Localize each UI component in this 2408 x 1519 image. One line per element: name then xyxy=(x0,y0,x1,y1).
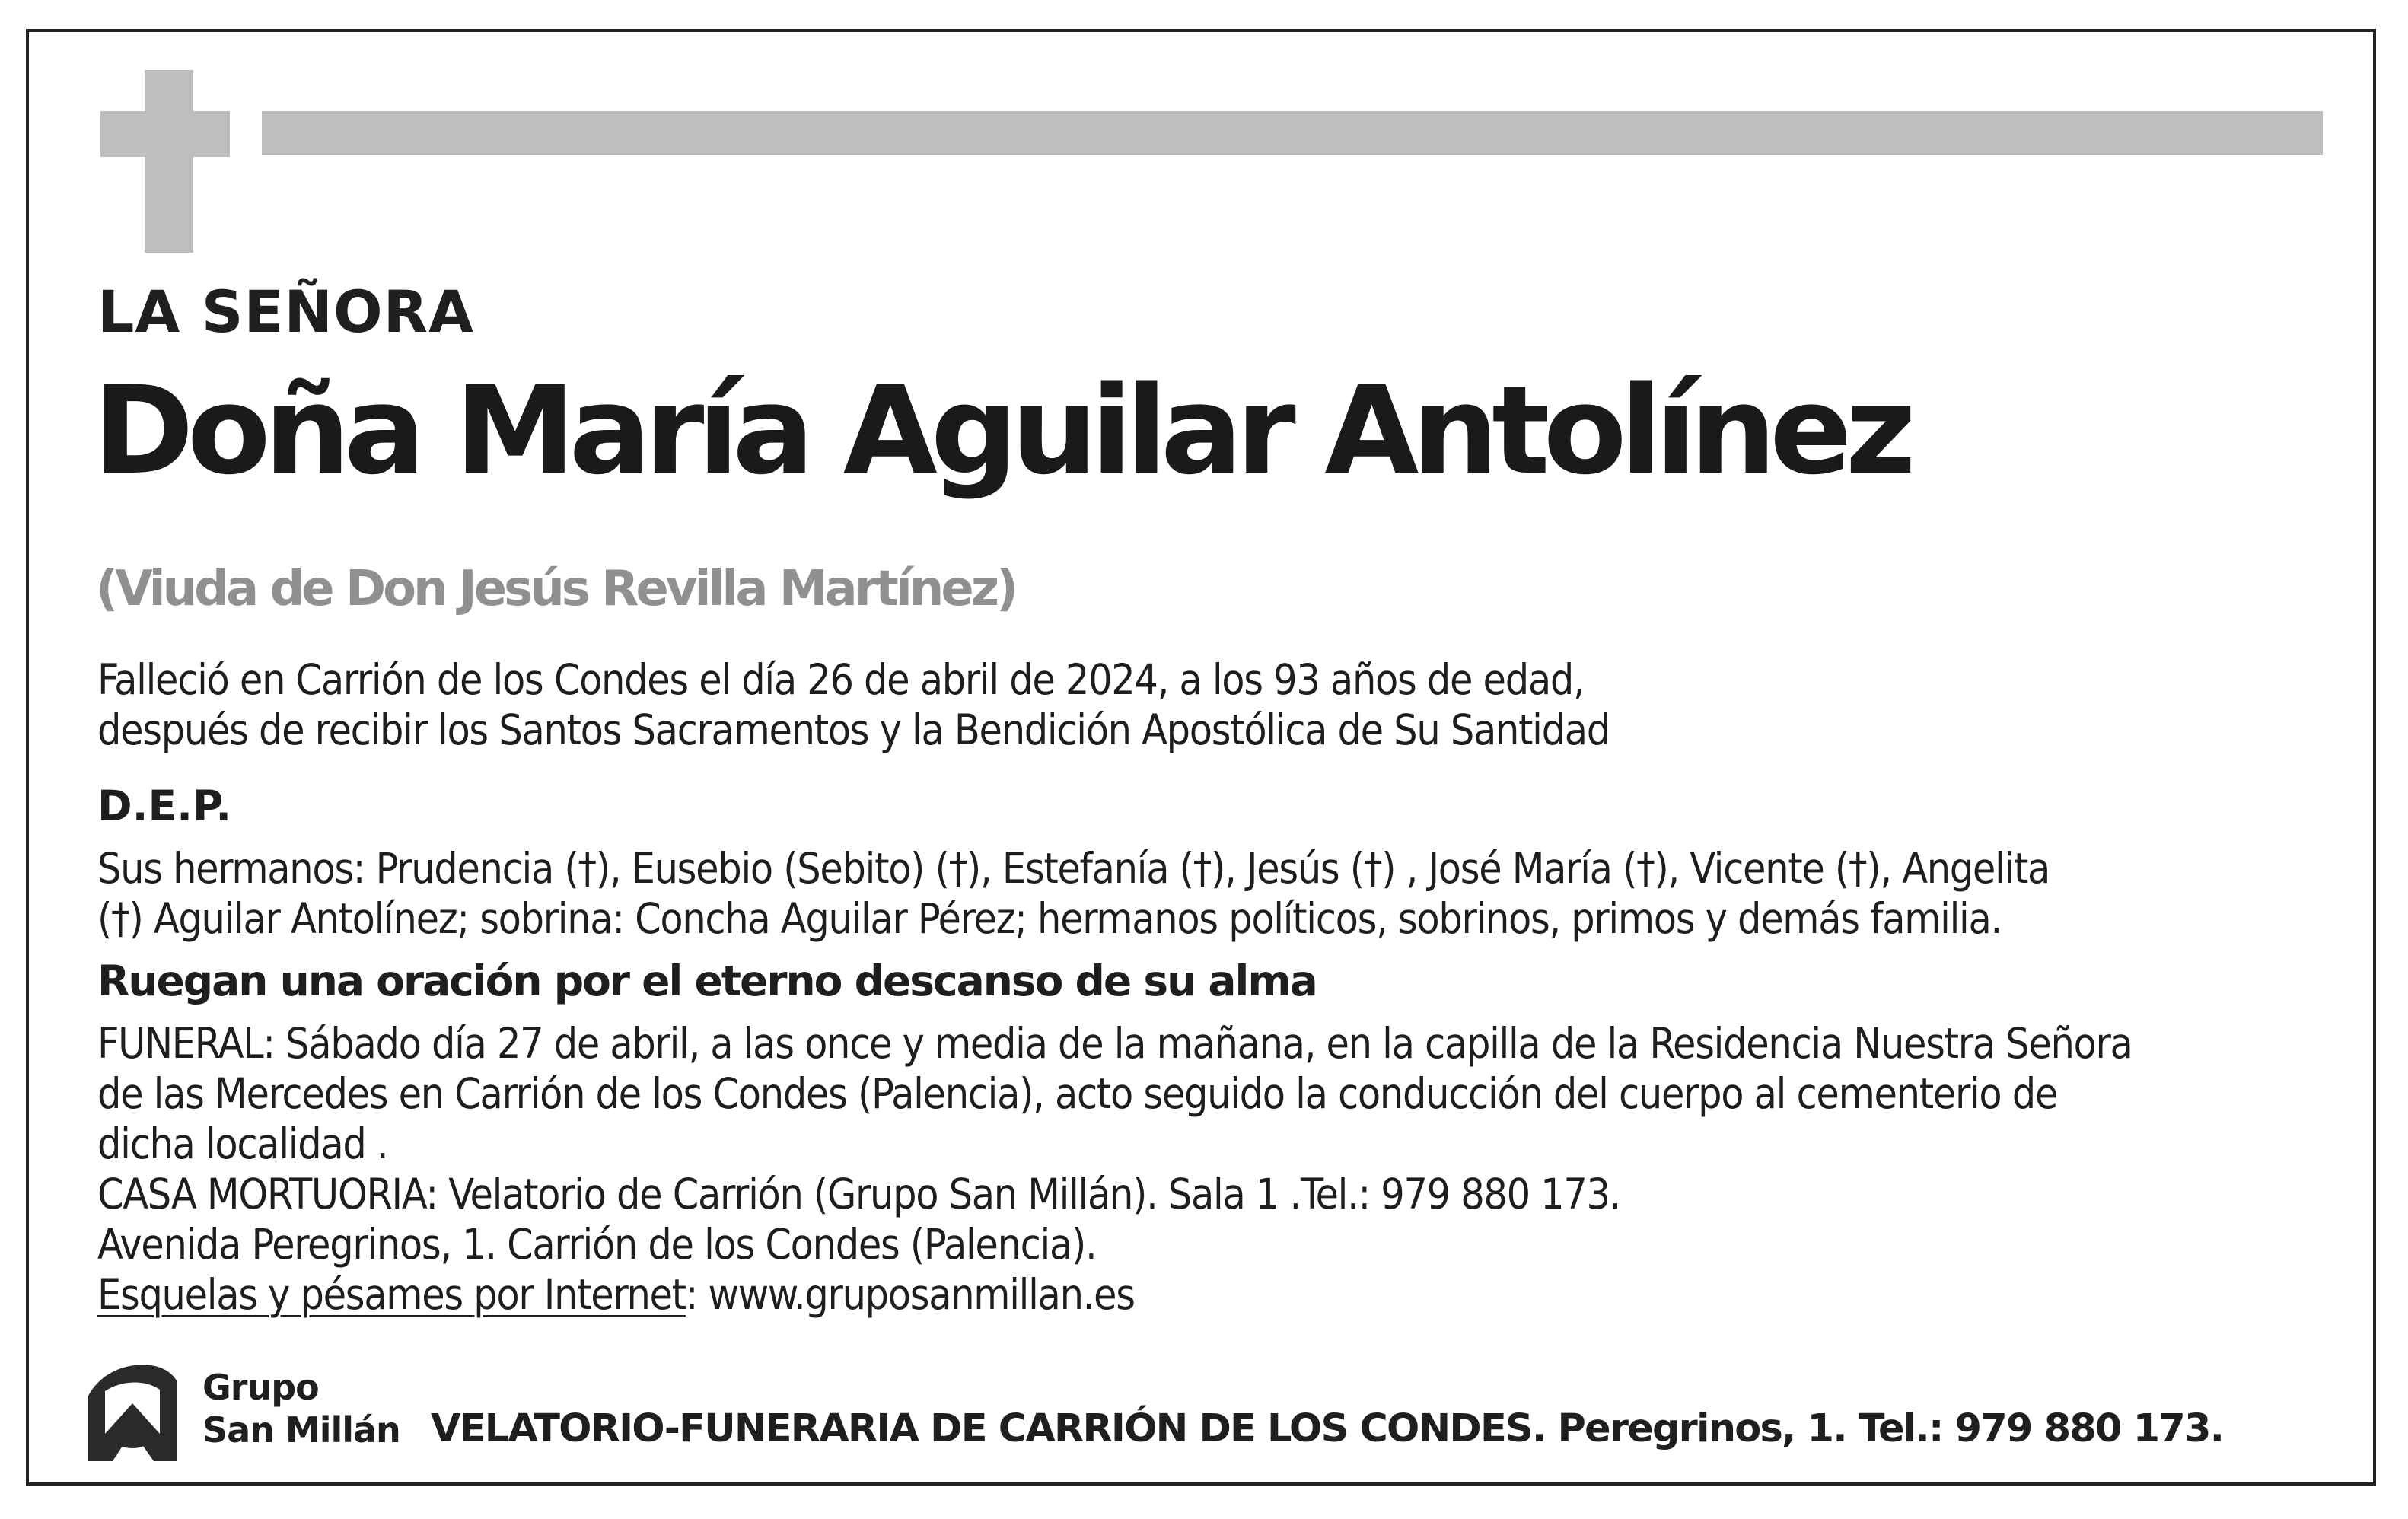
internet-separator: : xyxy=(685,1270,709,1319)
logo-text-line-2: San Millán xyxy=(202,1409,400,1451)
family-line-1: Sus hermanos: Prudencia (†), Eusebio (Sebito) (†), Estefanía (†), Jesús (†) , José María (†), Vicente (†), Angelita xyxy=(97,844,2050,893)
san-millan-logo-icon xyxy=(84,1362,178,1466)
cross-arm xyxy=(100,111,230,157)
honorific: LA SEÑORA xyxy=(97,278,474,346)
internet-label: Esquelas y pésames por Internet xyxy=(97,1270,686,1319)
website-link[interactable]: www.gruposanmillan.es xyxy=(708,1270,1135,1319)
death-line-2: después de recibir los Santos Sacramentos y la Bendición Apostólica de Su Santidad xyxy=(97,705,1610,754)
family-line-2: (†) Aguilar Antolínez; sobrina: Concha Aguilar Pérez; hermanos políticos, sobrinos, primos y demás familia. xyxy=(97,894,2002,943)
funeral-line-2: de las Mercedes en Carrión de los Condes (Palencia), acto seguido la conducción del cuerpo al cementerio de xyxy=(97,1069,2058,1118)
cross-icon xyxy=(145,70,193,253)
mortuary-line-2: Avenida Peregrinos, 1. Carrión de los Condes (Palencia). xyxy=(97,1220,1097,1269)
prayer-line: Ruegan una oración por el eterno descanso de su alma xyxy=(97,957,1317,1005)
mortuary-line-1: CASA MORTUORIA: Velatorio de Carrión (Grupo San Millán). Sala 1 .Tel.: 979 880 173. xyxy=(97,1170,1621,1218)
deceased-name: Doña María Aguilar Antolínez xyxy=(93,359,1910,502)
logo-text-line-1: Grupo xyxy=(202,1367,319,1408)
dep-label: D.E.P. xyxy=(97,782,232,830)
footer-address: VELATORIO-FUNERARIA DE CARRIÓN DE LOS CONDES. Peregrinos, 1. Tel.: 979 880 173. xyxy=(431,1406,2224,1451)
death-line-1: Falleció en Carrión de los Condes el día 26 de abril de 2024, a los 93 años de edad, xyxy=(97,655,1585,704)
funeral-line-1: FUNERAL: Sábado día 27 de abril, a las once y media de la mañana, en la capilla de la Residencia Nuestra Señora xyxy=(97,1019,2132,1068)
header-rule xyxy=(262,111,2323,155)
funeral-line-3: dicha localidad . xyxy=(97,1119,388,1168)
widow-note: (Viuda de Don Jesús Revilla Martínez) xyxy=(96,561,1016,617)
internet-line xyxy=(97,1270,1135,1319)
